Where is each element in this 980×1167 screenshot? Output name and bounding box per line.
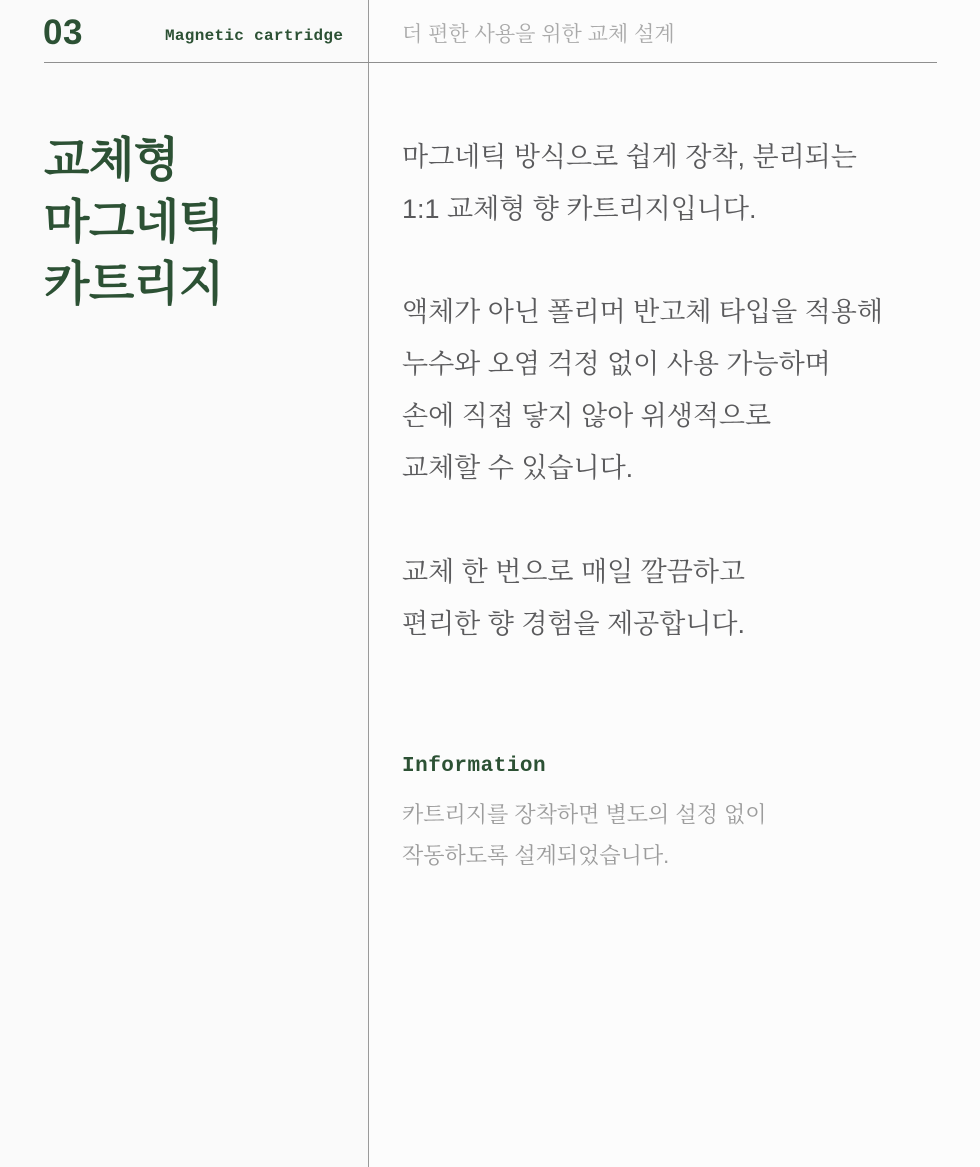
body-paragraph-2 xyxy=(402,286,883,494)
section-subtitle: 더 편한 사용을 위한 교체 설계 xyxy=(402,23,675,46)
section-number: 03 xyxy=(43,13,83,52)
page-title-line-3: 카트리지 xyxy=(44,257,224,310)
header-divider-line xyxy=(44,62,937,63)
page-title xyxy=(44,129,224,315)
body-paragraph-3-line-1: 교체 한 번으로 매일 깔끔하고 xyxy=(402,557,745,587)
body-paragraph-2-line-2: 누수와 오염 걱정 없이 사용 가능하며 xyxy=(402,349,831,379)
information-text xyxy=(402,794,766,876)
section-eyebrow-label: Magnetic cartridge xyxy=(165,27,344,45)
body-paragraph-1-line-2: 1:1 교체형 향 카트리지입니다. xyxy=(402,194,757,224)
information-text-line-2: 작동하도록 설계되었습니다. xyxy=(402,843,670,868)
body-paragraph-3 xyxy=(402,546,745,650)
page-title-line-1: 교체형 xyxy=(44,133,179,186)
body-paragraph-2-line-3: 손에 직접 닿지 않아 위생적으로 xyxy=(402,401,772,431)
information-text-line-1: 카트리지를 장착하면 별도의 설정 없이 xyxy=(402,802,767,827)
body-paragraph-3-line-2: 편리한 향 경험을 제공합니다. xyxy=(402,609,745,639)
body-paragraph-1 xyxy=(402,131,857,235)
body-paragraph-1-line-1: 마그네틱 방식으로 쉽게 장착, 분리되는 xyxy=(402,142,857,172)
page-title-line-2: 마그네틱 xyxy=(44,195,224,248)
information-heading: Information xyxy=(402,755,547,778)
vertical-divider xyxy=(368,0,369,1167)
body-paragraph-2-line-1: 액체가 아닌 폴리머 반고체 타입을 적용해 xyxy=(402,297,883,327)
body-paragraph-2-line-4: 교체할 수 있습니다. xyxy=(402,453,634,483)
